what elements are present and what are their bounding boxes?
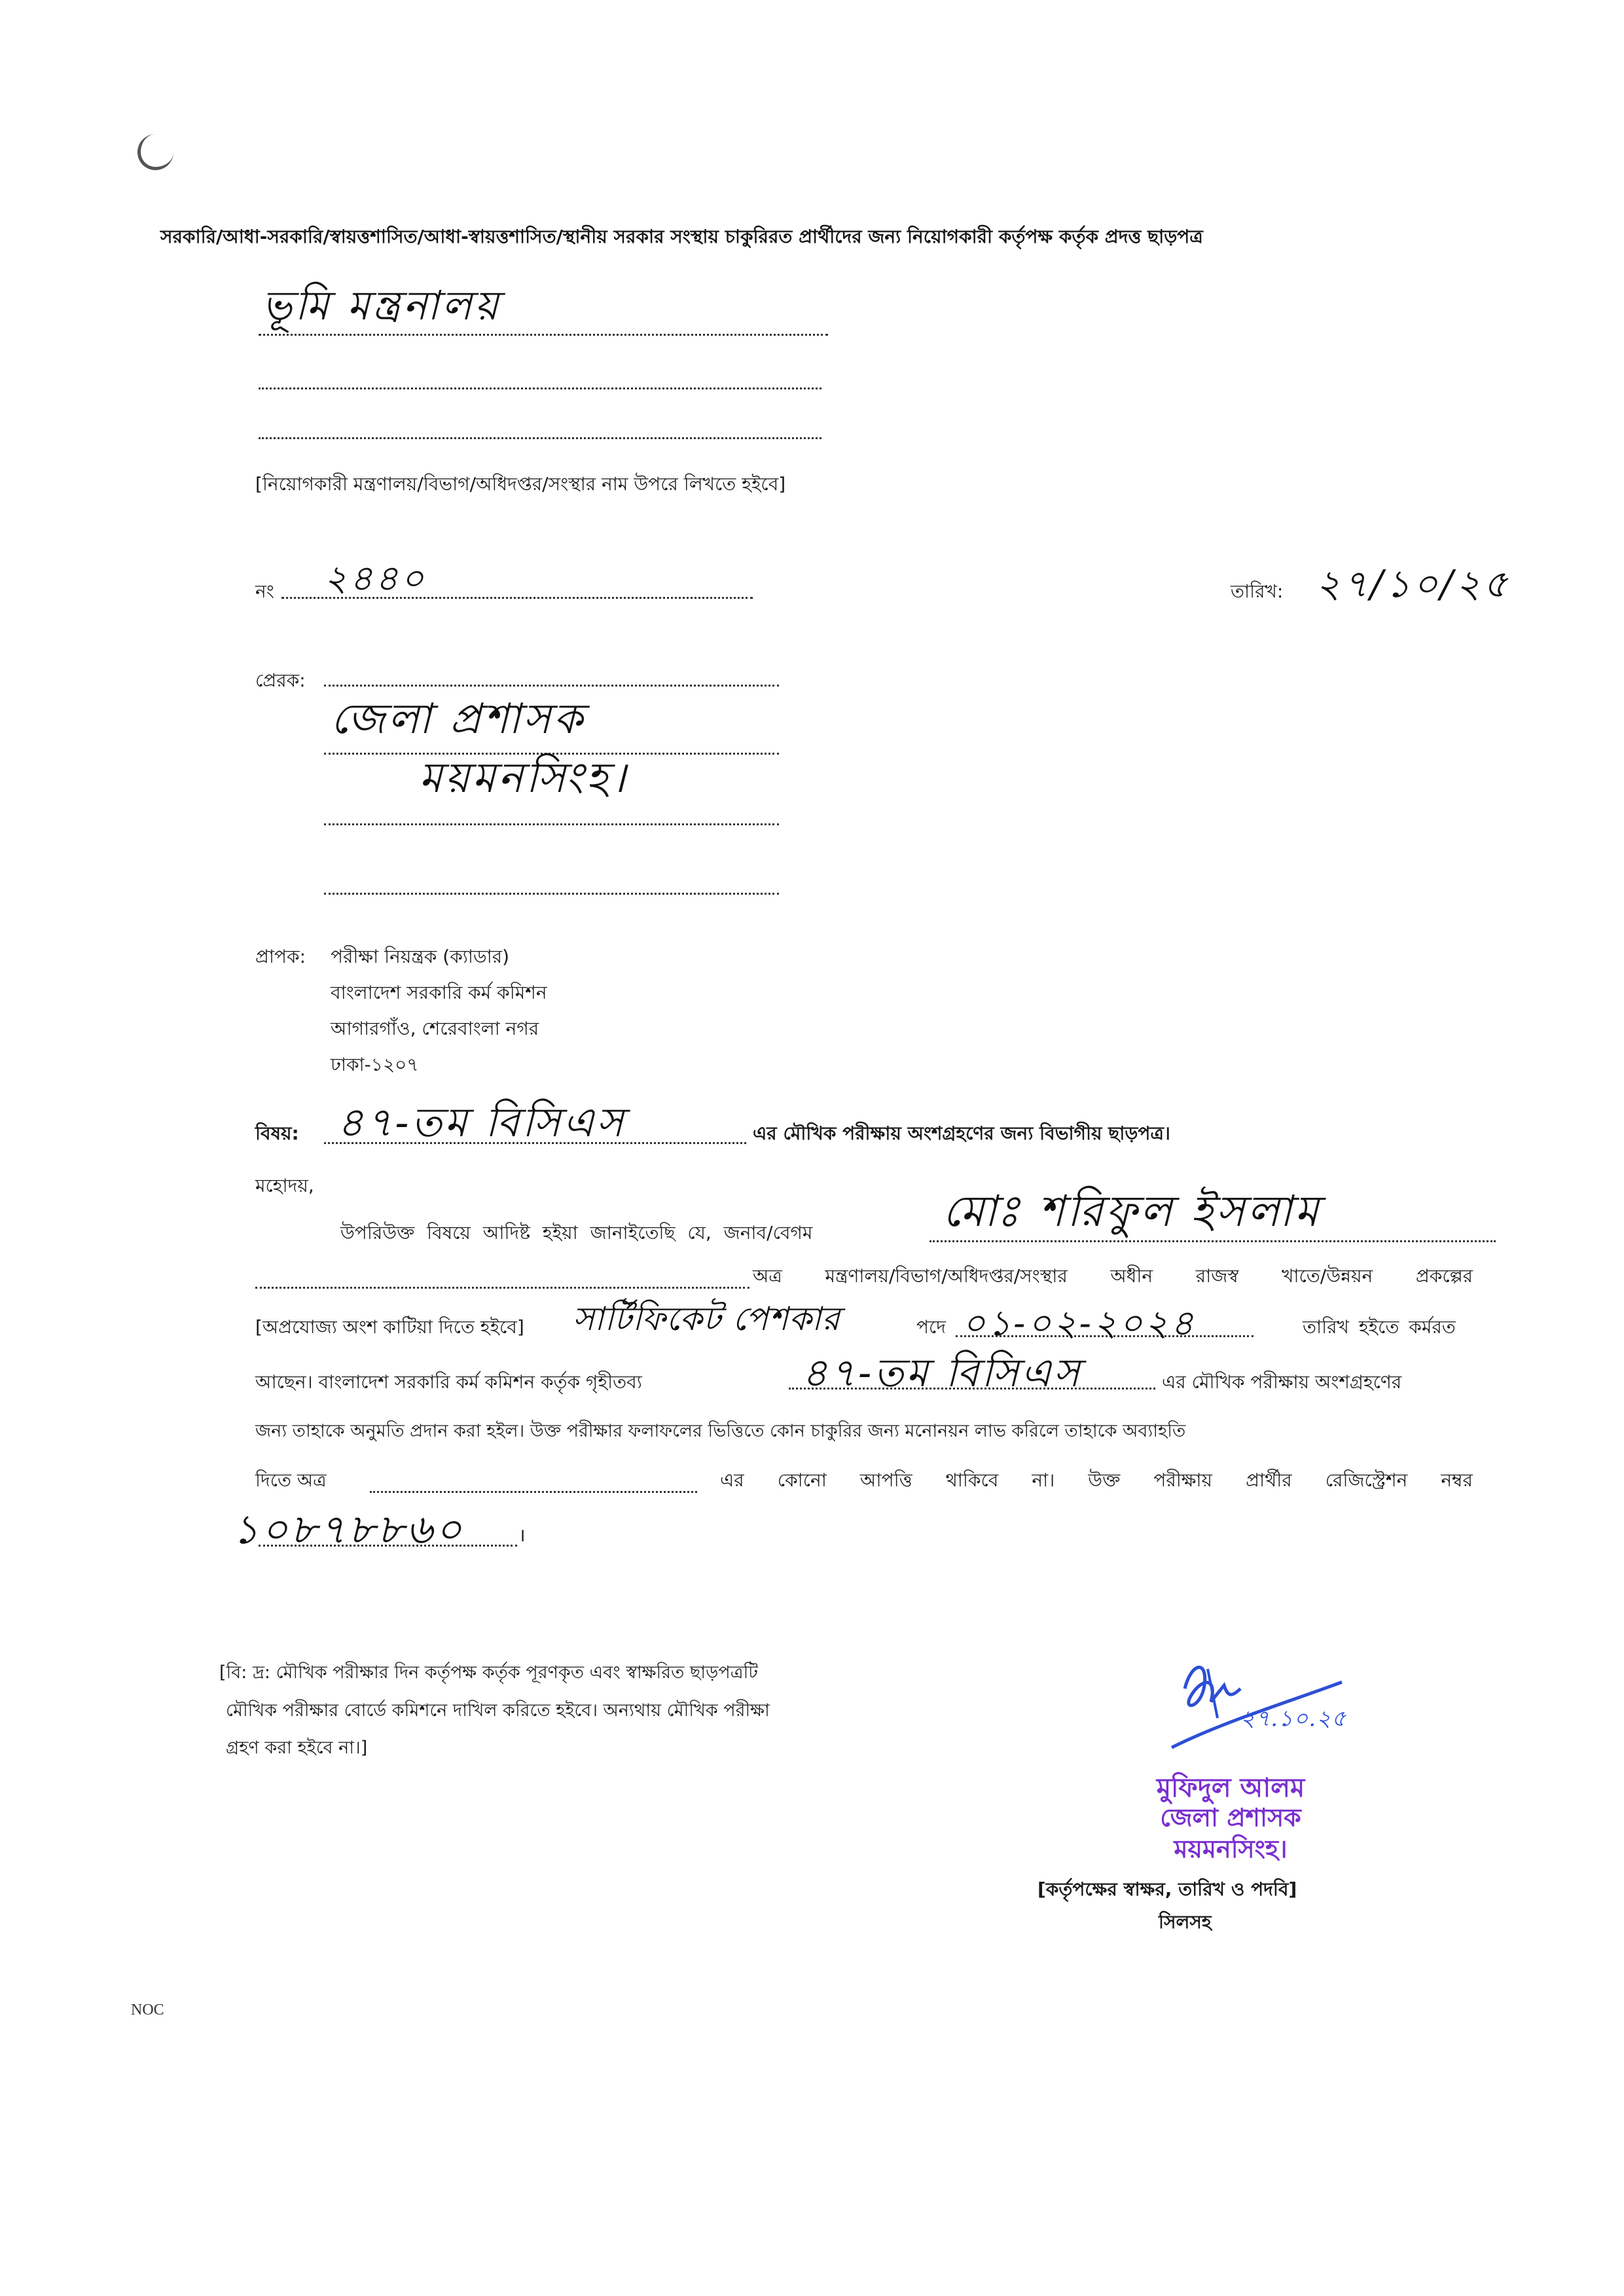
employer-line-2 xyxy=(259,387,821,389)
exam-handwritten: ৪৭-তম বিসিএস xyxy=(802,1350,1083,1396)
line6-dots xyxy=(370,1491,697,1493)
note-line-1: [বি: দ্র: মৌখিক পরীক্ষার দিন কর্তৃপক্ষ কর্তৃক পূরণকৃত এবং স্বাক্ষরিত ছাড়পত্রটি xyxy=(219,1662,759,1683)
subject-label: বিষয়: xyxy=(255,1122,299,1144)
date-handwritten: ২৭/১০/২৫ xyxy=(1316,562,1511,606)
line6-word: নম্বর xyxy=(1441,1469,1473,1491)
employer-line-3 xyxy=(259,437,821,439)
punch-hole-mark xyxy=(137,134,173,170)
recipient-label: প্রাপক: xyxy=(255,946,306,967)
body-line-6-text xyxy=(720,1466,1473,1497)
registration-no-handwritten: ১০৮৭৮৮৬০ xyxy=(232,1505,465,1553)
line6-word: আপত্তি xyxy=(859,1469,912,1491)
seal-note: সিলসহ xyxy=(1159,1911,1212,1933)
line6-word: এর xyxy=(720,1469,744,1491)
stamp-name: মুফিদুল আলম xyxy=(1156,1773,1305,1803)
post-label: পদে xyxy=(916,1316,946,1338)
employer-instruction: [নিয়োগকারী মন্ত্রণালয়/বিভাগ/অধিদপ্তর/সংস্থার নাম উপরে লিখতে হইবে] xyxy=(255,473,786,495)
line2-word: খাতে/উন্নয়ন xyxy=(1282,1265,1373,1287)
body-line-2-dots xyxy=(255,1287,749,1289)
signature-caption: [কর্তৃপক্ষের স্বাক্ষর, তারিখ ও পদবি] xyxy=(1038,1878,1297,1900)
footer-code: NOC xyxy=(131,2001,164,2018)
join-date-handwritten: ০১-০২-২০২৪ xyxy=(962,1302,1197,1344)
post-handwritten: সার্টিফিকেট পেশকার xyxy=(573,1300,840,1338)
body-line-3-suffix: তারিখ হইতে কর্মরত xyxy=(1303,1316,1456,1338)
sender-line2-handwritten: ময়মনসিংহ। xyxy=(419,754,628,802)
line6-word: রেজিস্ট্রেশন xyxy=(1325,1469,1408,1491)
line6-word: না। xyxy=(1032,1469,1055,1491)
line6-word: থাকিবে xyxy=(945,1469,999,1491)
subject-suffix: এর মৌখিক পরীক্ষায় অংশগ্রহণের জন্য বিভাগীয় ছাড়পত্র। xyxy=(753,1122,1170,1144)
body-line-1-text: উপরিউক্ত বিষয়ে আদিষ্ট হইয়া জানাইতেছি যে, জনাব/বেগম xyxy=(340,1222,813,1244)
sender-line-1 xyxy=(324,685,779,687)
subject-exam-handwritten: ৪৭-তম বিসিএস xyxy=(337,1098,626,1146)
body-line-5: জন্য তাহাকে অনুমতি প্রদান করা হইল। উক্ত পরীক্ষার ফলাফলের ভিত্তিতে কোন চাকুরির জন্য মনোনয়ন লাভ করিলে তাহাকে অব্যাহতি xyxy=(255,1421,1186,1441)
line6-word: উক্ত xyxy=(1088,1469,1121,1491)
line2-word: রাজস্ব xyxy=(1195,1265,1239,1287)
recipient-line-3: আগারগাঁও, শেরেবাংলা নগর xyxy=(331,1018,539,1039)
subject-line xyxy=(324,1142,746,1144)
line6-start: দিতে অত্র xyxy=(255,1469,327,1491)
sender-line-3 xyxy=(324,823,779,825)
line6-word: কোনো xyxy=(777,1469,827,1491)
memo-no-label: নং xyxy=(255,581,274,602)
line2-word: অধীন xyxy=(1110,1265,1153,1287)
stamp-title: জেলা প্রশাসক xyxy=(1160,1803,1301,1832)
document-header-title: সরকারি/আধা-সরকারি/স্বায়ত্তশাসিত/আধা-স্বায়ত্তশাসিত/স্থানীয় সরকার সংস্থায় চাকুরিরত প্রার্থীদের জন্য নিয়োগকারী কর্তৃপক্ষ কর্তৃক প্রদত্ত ছাড়পত্র xyxy=(160,226,1203,247)
body-line-2-text xyxy=(753,1262,1473,1293)
signature-date-initials: ২৭.১০.২৫ xyxy=(1240,1706,1347,1732)
sender-line-4 xyxy=(324,893,779,895)
body-line-4-suffix: এর মৌখিক পরীক্ষায় অংশগ্রহণের xyxy=(1162,1371,1402,1393)
salutation: মহোদয়, xyxy=(255,1175,314,1196)
line2-word: মন্ত্রণালয়/বিভাগ/অধিদপ্তর/সংস্থার xyxy=(825,1265,1068,1287)
note-line-2: মৌখিক পরীক্ষার বোর্ডে কমিশনে দাখিল করিতে হইবে। অন্যথায় মৌখিক পরীক্ষা xyxy=(226,1700,770,1721)
body-line-3-prefix: [অপ্রযোজ্য অংশ কাটিয়া দিতে হইবে] xyxy=(255,1316,524,1338)
line2-word: প্রকল্পের xyxy=(1415,1265,1473,1287)
registration-end-mark: । xyxy=(518,1524,526,1546)
line6-word: প্রার্থীর xyxy=(1246,1469,1292,1491)
line6-word: পরীক্ষায় xyxy=(1153,1469,1213,1491)
recipient-line-2: বাংলাদেশ সরকারি কর্ম কমিশন xyxy=(331,982,547,1003)
employer-line-1 xyxy=(259,334,828,336)
candidate-name-handwritten: মোঃ শরিফুল ইসলাম xyxy=(943,1186,1322,1236)
stamp-place: ময়মনসিংহ। xyxy=(1174,1835,1288,1863)
note-line-3: গ্রহণ করা হইবে না।] xyxy=(226,1738,368,1758)
sender-line1-handwritten: জেলা প্রশাসক xyxy=(331,695,586,744)
sender-label: প্রেরক: xyxy=(255,670,306,691)
line2-word: অত্র xyxy=(753,1265,782,1287)
recipient-line-1: পরীক্ষা নিয়ন্ত্রক (ক্যাডার) xyxy=(331,946,510,967)
date-label: তারিখ: xyxy=(1231,581,1284,602)
recipient-line-4: ঢাকা-১২০৭ xyxy=(331,1054,419,1075)
employer-name-handwritten: ভূমি মন্ত্রনালয় xyxy=(262,281,501,329)
body-line-4-prefix: আছেন। বাংলাদেশ সরকারি কর্ম কমিশন কর্তৃক গৃহীতব্য xyxy=(255,1371,642,1393)
memo-no-handwritten: ২৪৪০ xyxy=(324,558,427,599)
